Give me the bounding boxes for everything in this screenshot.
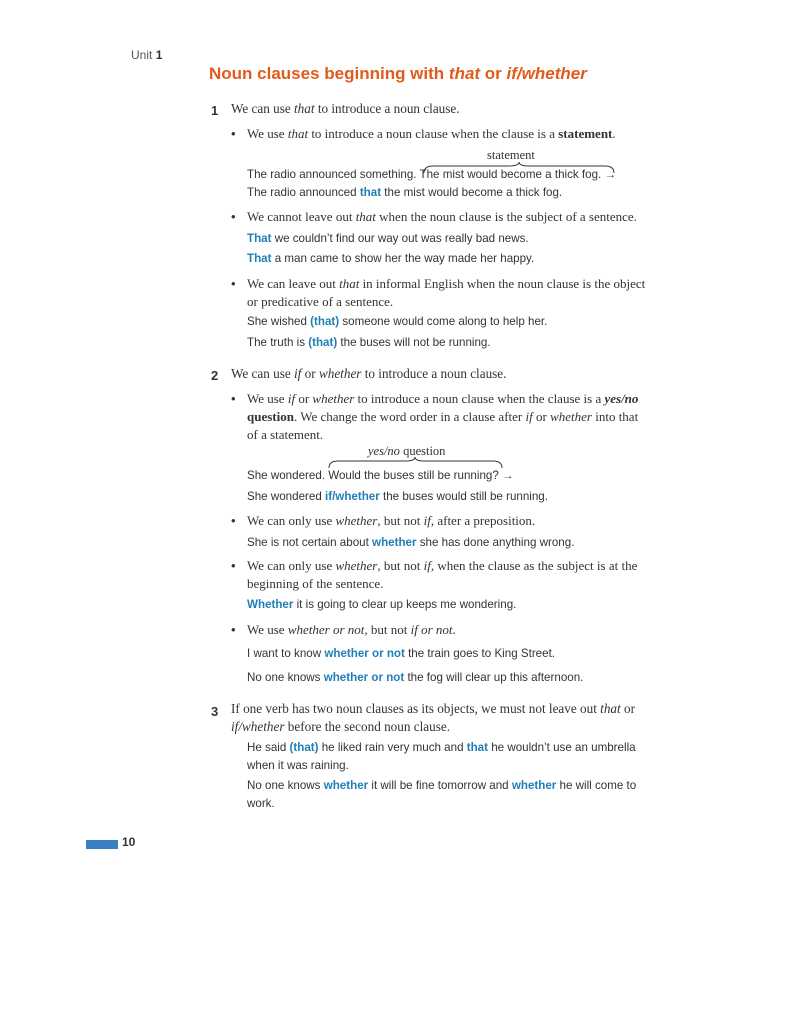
s1-bullet-2: • We cannot leave out that when the noun clause is the subject of a sentence. [247, 208, 637, 226]
s3-example-2: No one knows whether it will be fine tomorrow and whether he will come to work. [247, 779, 637, 810]
section-3-rule: If one verb has two noun clauses as its objects, we must not leave out that or if/whether before the second noun clause. [231, 701, 635, 734]
s2-example-1a: She wondered. Would the buses still be running? → [247, 469, 514, 482]
s1-example-2b: That a man came to show her the way made her happy. [247, 252, 535, 265]
s1-bullet-1: • We use that to introduce a noun clause when the clause is a statement. [247, 125, 616, 143]
section-2-number: 2 [211, 368, 219, 383]
s1-example-3b: The truth is (that) the buses will not be running. [247, 336, 491, 349]
page-title: Noun clauses beginning with that or if/whether [209, 64, 587, 83]
page-number: 10 [122, 835, 136, 849]
statement-brace-label: statement [487, 148, 535, 162]
s1-example-1b: The radio announced that the mist would become a thick fog. [247, 186, 563, 199]
section-2-rule: We can use if or whether to introduce a noun clause. [231, 366, 507, 381]
s1-example-2a: That we couldn’t find our way out was really bad news. [247, 232, 529, 245]
s3-example-1: He said (that) he liked rain very much and that he wouldn’t use an umbrella when it was raining. [247, 741, 636, 772]
s2-bullet-2: • We can only use whether, but not if, after a preposition. [247, 512, 535, 530]
s2-bullet-4: • We use whether or not, but not if or not. [247, 621, 456, 639]
s2-example-4b: No one knows whether or not the fog will clear up this afternoon. [247, 671, 584, 684]
yesno-brace-label: yes/no question [368, 444, 446, 458]
s2-example-1b: She wondered if/whether the buses would still be running. [247, 490, 548, 503]
s1-example-1a: The radio announced something. The mist would become a thick fog. → [247, 168, 617, 181]
section-3-number: 3 [211, 704, 219, 719]
page-number-bar [86, 840, 118, 849]
s2-example-4a: I want to know whether or not the train goes to King Street. [247, 647, 556, 660]
s1-example-3a: She wished (that) someone would come along to help her. [247, 315, 548, 328]
section-1-number: 1 [211, 103, 219, 118]
section-1-rule: We can use that to introduce a noun clause. [231, 101, 460, 116]
s1-bullet-3: • We can leave out that in informal English when the noun clause is the object or predicative of a sentence. [247, 275, 645, 311]
s2-bullet-3: • We can only use whether, but not if, when the clause as the subject is at the beginning of the sentence. [247, 557, 637, 593]
s2-bullet-1: • We use if or whether to introduce a noun clause when the clause is a yes/no question. We change the word order in a clause after if or whether into that of a statement. [247, 390, 677, 444]
s2-example-3: Whether it is going to clear up keeps me wondering. [247, 598, 517, 611]
unit-label: Unit 1 [131, 48, 163, 62]
s2-example-2: She is not certain about whether she has done anything wrong. [247, 536, 575, 549]
